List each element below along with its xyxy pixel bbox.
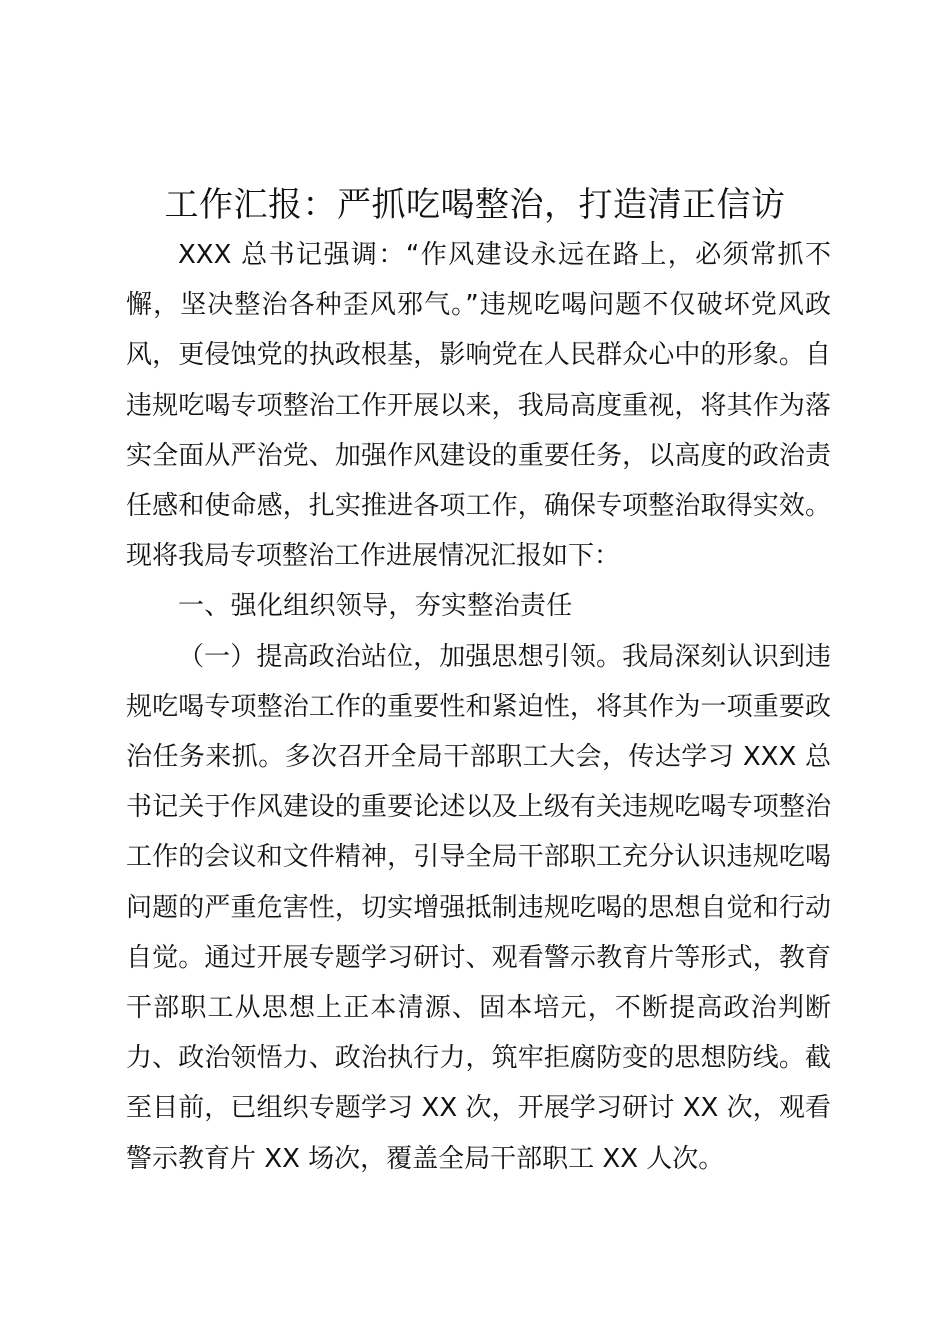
intro-paragraph: XXX 总书记强调：“作风建设永远在路上，必须常抓不懈，坚决整治各种歪风邪气。”违规吃喝问题不仅破坏党风政风，更侵蚀党的执政根基，影响党在人民群众心中的形象。自违规吃喝专项整治工作开展以来，我局高度重视，将其作为落实全面从严治党、加强作风建设的重要任务，以高度的政治责任感和使命感，扎实推进各项工作，确保专项整治取得实效。现将我局专项整治工作进展情况汇报如下：	[126, 240, 831, 572]
subsection-paragraph: （一）提高政治站位，加强思想引领。我局深刻认识到违规吃喝专项整治工作的重要性和紧迫性，将其作为一项重要政治任务来抓。多次召开全局干部职工大会，传达学习 XXX 总书记关于作风建设的重要论述以及上级有关违规吃喝专项整治工作的会议和文件精神，引导全局干部职工充分认识违规吃喝问题的严重危害性，切实增强抵制违规吃喝的思想自觉和行动自觉。通过开展专题学习研讨、观看警示教育片等形式，教育干部职工从思想上正本清源、固本培元，不断提高政治判断力、政治领悟力、政治执行力，筑牢拒腐防变的思想防线。截至目前，已组织专题学习 XX 次，开展学习研讨 XX 次，观看警示教育片 XX 场次，覆盖全局干部职工 XX 人次。	[126, 641, 831, 1174]
document-body	[126, 230, 831, 1184]
document-title: 工作汇报：严抓吃喝整治，打造清正信访	[164, 185, 786, 225]
section-heading: 一、强化组织领导，夯实整治责任	[178, 591, 573, 622]
